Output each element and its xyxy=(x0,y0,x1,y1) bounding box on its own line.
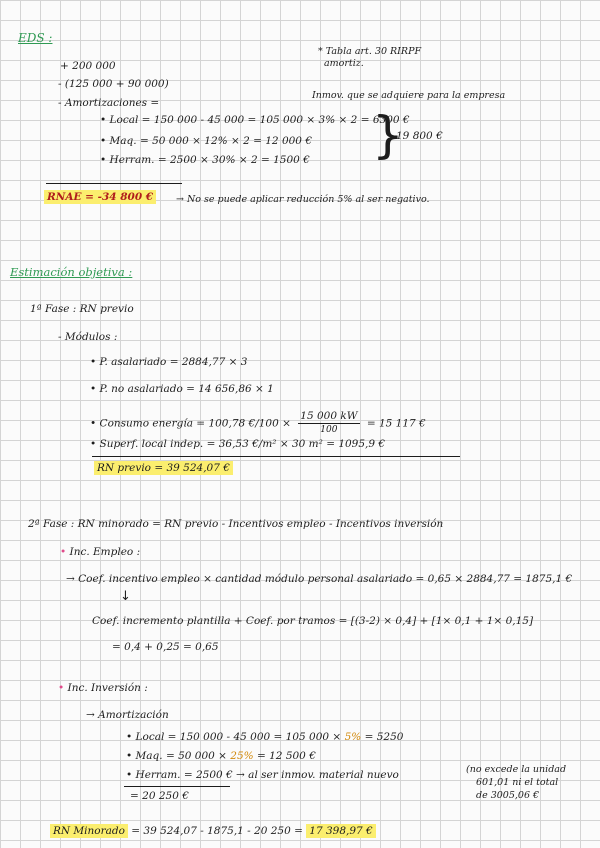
estimacion-title: Estimación objetiva : xyxy=(10,265,133,279)
modulo-no-asalariado: • P. no asalariado = 14 656,86 × 1 xyxy=(90,383,274,395)
modulo-asalariado: • P. asalariado = 2884,77 × 3 xyxy=(90,356,248,368)
inc-inversion-label: • Inc. Inversión : xyxy=(58,682,148,694)
rn-minorado: RN Minorado = 39 524,07 - 1875,1 - 20 250 = 17 398,97 € xyxy=(50,825,376,838)
note-tabla-line2: amortiz. xyxy=(324,58,364,69)
coef-detail: Coef. incremento plantilla + Coef. por tramos = [(3-2) × 0,4] + [1× 0,1 + 1× 0,15] xyxy=(92,615,534,627)
modulos-label: - Módulos : xyxy=(58,331,118,343)
eds-divider xyxy=(46,183,182,184)
herram-note-2: 601,01 ni el total xyxy=(476,777,559,788)
eds-amort-local: • Local = 150 000 - 45 000 = 105 000 × 3% × 2 = 6300 € xyxy=(100,114,410,126)
eds-amort-maq: • Maq. = 50 000 × 12% × 2 = 12 000 € xyxy=(100,135,313,147)
amort2-total: = 20 250 € xyxy=(130,790,189,802)
rnae-result: RNAE = -34 800 € xyxy=(44,191,156,204)
energia-fraction: $\frac{15 000 kW}{100}$ xyxy=(300,410,358,435)
herram-note-3: de 3005,06 € xyxy=(476,790,540,801)
inc-empleo-label: • Inc. Empleo : xyxy=(60,546,141,558)
eds-line-expenses: - (125 000 + 90 000) xyxy=(58,78,169,90)
rnae-note: → No se puede aplicar reducción 5% al ser negativo. xyxy=(176,194,430,205)
eds-line-income: + 200 000 xyxy=(60,60,116,72)
amort-brace: } xyxy=(372,106,404,164)
fase1-title: 1ª Fase : RN previo xyxy=(30,303,134,315)
coef-line: → Coef. incentivo empleo × cantidad módulo personal asalariado = 0,65 × 2884,77 = 1875,1 € xyxy=(66,573,573,585)
herram-note-1: (no excede la unidad xyxy=(466,764,567,775)
note-tabla-line1: * Tabla art. 30 RIRPF xyxy=(318,46,422,57)
fase2-title: 2ª Fase : RN minorado = RN previo - Incentivos empleo - Incentivos inversión xyxy=(28,518,444,530)
pink-bullet-icon: • xyxy=(60,546,67,558)
modulo-consumo-energia: • Consumo energía = 100,78 €/100 × $\frac{15 000 kW}{100}$ = 15 117 € xyxy=(90,410,426,435)
amort2-maq: • Maq. = 50 000 × 25% = 12 500 € xyxy=(126,750,316,762)
eds-brace-total: 19 800 € xyxy=(396,130,443,142)
arrow-down-icon: ↓ xyxy=(120,589,131,604)
pink-bullet-icon: • xyxy=(58,682,65,694)
rn-previo: RN previo = 39 524,07 € xyxy=(94,462,233,475)
eds-amort-herram: • Herram. = 2500 × 30% × 2 = 1500 € xyxy=(100,154,310,166)
fase1-divider xyxy=(92,456,460,457)
amort2-divider xyxy=(124,786,230,787)
amort2-local: • Local = 150 000 - 45 000 = 105 000 × 5% = 5250 xyxy=(126,731,404,743)
coef-result: = 0,4 + 0,25 = 0,65 xyxy=(112,641,219,653)
modulo-superficie: • Superf. local indep. = 36,53 €/m² × 30 m² = 1095,9 € xyxy=(90,438,386,450)
note-inmov: Inmov. que se adquiere para la empresa xyxy=(312,90,506,101)
eds-amort-label: - Amortizaciones = xyxy=(58,97,160,109)
eds-title: EDS : xyxy=(18,31,53,45)
amort2-herram: • Herram. = 2500 € → al ser inmov. material nuevo xyxy=(126,769,399,781)
amort-label-2: → Amortización xyxy=(86,709,169,721)
